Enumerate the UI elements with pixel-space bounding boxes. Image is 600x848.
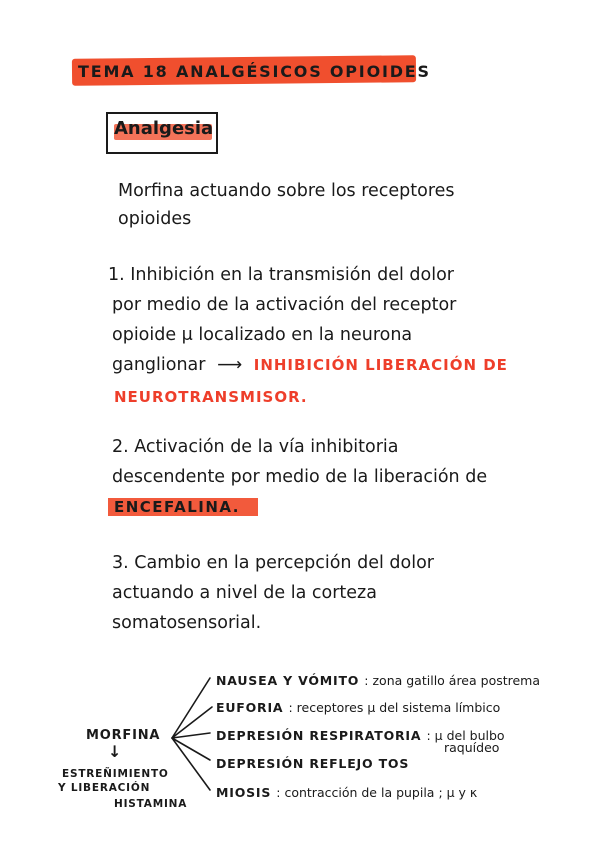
intro-line-2: opioides xyxy=(118,209,192,229)
below-line-1: ESTREÑIMIENTO xyxy=(62,768,169,780)
point1-line-1: 1. Inhibición en la transmisión del dolor xyxy=(108,265,454,285)
diagram-center: MORFINA xyxy=(86,728,161,743)
point1-highlight-2: NEUROTRANSMISOR. xyxy=(114,388,308,406)
branch-1-label: NAUSEA Y VÓMITO xyxy=(216,673,360,688)
point3-line-1: 3. Cambio en la percepción del dolor xyxy=(112,553,434,573)
branch-2-detail: : receptores μ del sistema límbico xyxy=(288,700,501,715)
branch-2 xyxy=(216,697,500,716)
point1-line-3: opioide μ localizado en la neurona xyxy=(112,325,413,345)
section-title: Analgesia xyxy=(114,118,214,139)
point3-line-2: actuando a nivel de la corteza xyxy=(112,583,377,603)
branch-5-label: MIOSIS xyxy=(216,785,272,800)
branch-2-label: EUFORIA xyxy=(216,700,284,715)
point2-line-1: 2. Activación de la vía inhibitoria xyxy=(112,437,399,457)
point1-line-2: por medio de la activación del receptor xyxy=(112,295,457,315)
branch-5 xyxy=(216,782,477,801)
branch-4 xyxy=(216,753,409,772)
branch-3-label: DEPRESIÓN RESPIRATORIA xyxy=(216,728,422,743)
below-line-2: Y LIBERACIÓN xyxy=(58,782,151,794)
point1-prefix: ganglionar xyxy=(112,355,206,375)
branch-5-detail: : contracción de la pupila ; μ y κ xyxy=(276,785,478,800)
arrow-right-icon: ⟶ xyxy=(217,355,243,375)
branch-3-detail: : μ del bulbo xyxy=(426,728,505,743)
point2-highlight: ENCEFALINA. xyxy=(114,498,240,516)
branch-4-label: DEPRESIÓN REFLEJO TOS xyxy=(216,756,410,771)
point3-line-3: somatosensorial. xyxy=(112,613,262,633)
intro-line-1: Morfina actuando sobre los receptores xyxy=(118,181,455,201)
bulbo-sub: raquídeo xyxy=(444,740,500,755)
below-line-3: HISTAMINA xyxy=(114,798,188,810)
point1-highlight-1: INHIBICIÓN LIBERACIÓN DE xyxy=(253,356,508,374)
point2-line-2: descendente por medio de la liberación de xyxy=(112,467,488,487)
down-arrow-icon: ↓ xyxy=(108,742,123,761)
page-title: TEMA 18 ANALGÉSICOS OPIOIDES xyxy=(78,62,431,81)
branch-1-detail: : zona gatillo área postrema xyxy=(364,673,541,688)
branch-1 xyxy=(216,670,540,689)
